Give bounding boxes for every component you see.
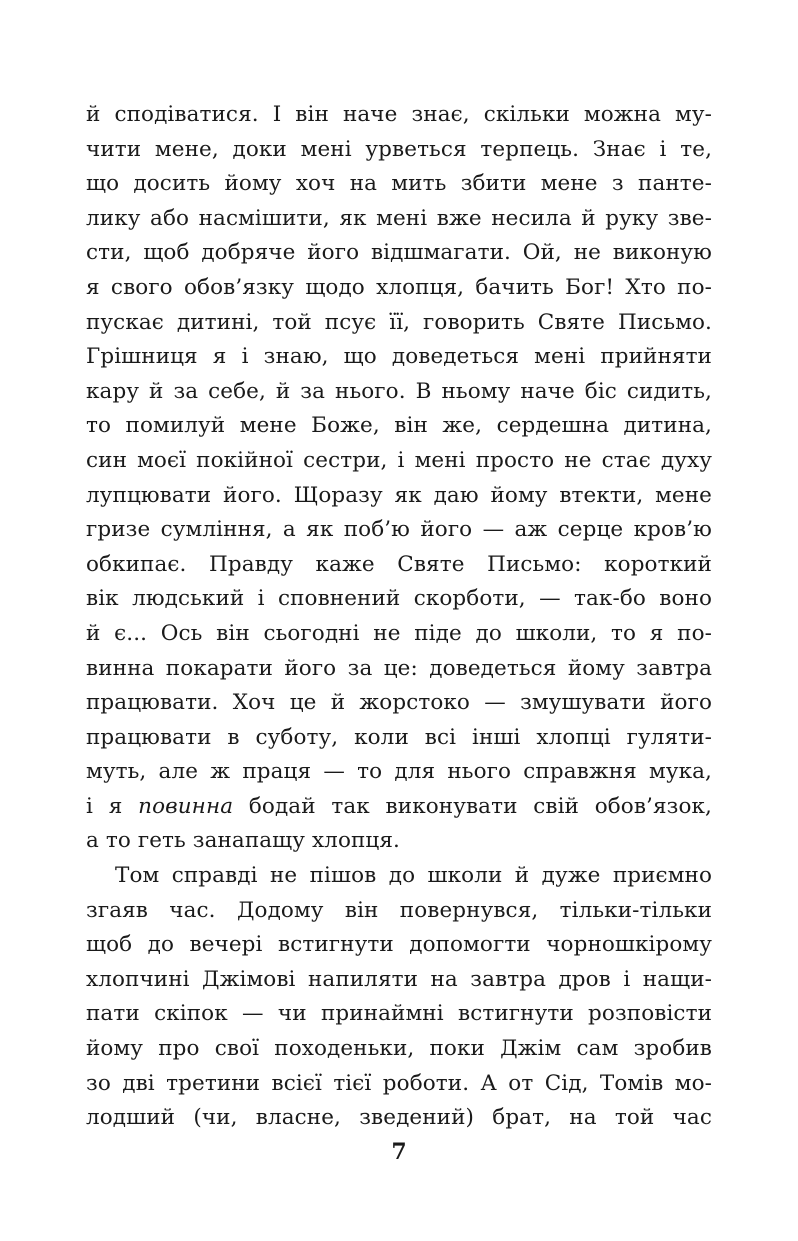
- text-fragment: і я: [86, 793, 139, 819]
- body-text: [86, 98, 712, 1136]
- text-fragment: бодай так виконувати свій обов’язок,: [233, 793, 712, 819]
- text-line: згаяв час. Додому він повернувся, тільки-тільки: [86, 897, 712, 923]
- text-line: що досить йому хоч на мить збити мене з панте-: [86, 171, 712, 197]
- text-line: зо дві третини всієї тієї роботи. А от Сід, Томів мо-: [86, 1070, 712, 1096]
- text-line: я свого обов’язку щодо хлопця, бачить Бог! Хто по-: [86, 274, 712, 300]
- text-line: гризе сумління, а як поб’ю його — аж серце кров’ю: [86, 517, 712, 543]
- text-line: кару й за себе, й за нього. В ньому наче біс сидить,: [86, 378, 712, 404]
- text-line: й є... Ось він сьогодні не піде до школи, то я по-: [86, 620, 712, 646]
- text-line: працювати. Хоч це й жорстоко — змушувати його: [86, 690, 712, 716]
- text-line: лупцювати його. Щоразу як даю йому втекти, мене: [86, 482, 712, 508]
- text-line: Грішниця я і знаю, що доведеться мені прийняти: [86, 344, 712, 370]
- text-line: пускає дитині, той псує її, говорить Святе Письмо.: [86, 309, 712, 335]
- text-line: лодший (чи, власне, зведений) брат, на той час: [86, 1105, 712, 1131]
- text-line: чити мене, доки мені урветься терпець. Знає і те,: [86, 136, 712, 162]
- text-line: обкипає. Правду каже Святе Письмо: короткий: [86, 551, 712, 577]
- paragraph-first-line: Том справді не пішов до школи й дуже приємно: [115, 863, 712, 889]
- text-line: вік людський і сповнений скорботи, — так-бо воно: [86, 586, 712, 612]
- text-line: сти, щоб добряче його відшмагати. Ой, не виконую: [86, 240, 712, 266]
- text-line: пати скіпок — чи принаймні встигнути розповісти: [86, 1001, 712, 1027]
- text-line: щоб до вечері встигнути допомогти чорношкірому: [86, 932, 712, 958]
- text-line: працювати в суботу, коли всі інші хлопці гуляти-: [86, 724, 712, 750]
- text-line: син моєї покійної сестри, і мені просто не стає духу: [86, 447, 712, 473]
- text-line: лику або насмішити, як мені вже несила й руку зве-: [86, 205, 712, 231]
- text-line: то помилуй мене Боже, він же, сердешна дитина,: [86, 413, 712, 439]
- text-line-with-emphasis: [86, 790, 712, 825]
- text-line: винна покарати його за це: доведеться йому завтра: [86, 655, 712, 681]
- text-line: йому про свої походеньки, поки Джім сам зробив: [86, 1036, 712, 1062]
- text-line: й сподіватися. І він наче знає, скільки можна му-: [86, 102, 712, 127]
- paragraph-end-line: а то геть занапащу хлопця.: [86, 828, 400, 854]
- text-line: хлопчині Джімові напиляти на завтра дров і нащи-: [86, 966, 712, 992]
- page-number: 7: [391, 1139, 407, 1165]
- emphasized-word: повинна: [138, 793, 234, 819]
- text-line: муть, але ж праця — то для нього справжня мука,: [86, 759, 712, 785]
